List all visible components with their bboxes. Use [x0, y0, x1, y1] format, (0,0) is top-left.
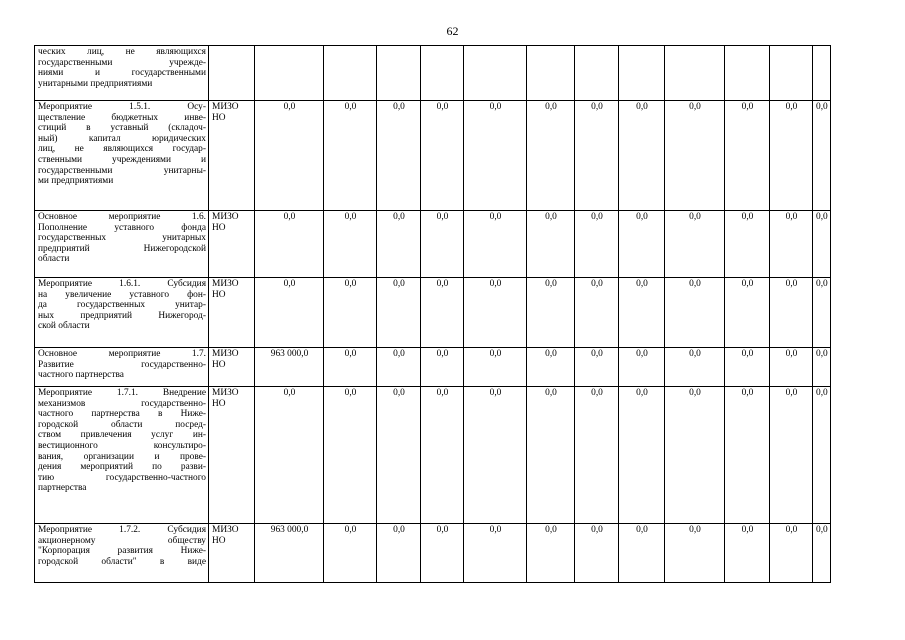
activity-name-cell: [35, 387, 209, 524]
value-cell: 0,0: [770, 387, 813, 524]
activity-name-line: партнерства: [38, 483, 87, 494]
value-cell: 0,0: [527, 278, 575, 348]
executor-line: НО: [212, 289, 226, 300]
value-cell: 0,0: [464, 348, 527, 387]
executor-line: НО: [212, 398, 226, 409]
activity-name-cell: [35, 278, 209, 348]
value-cell: 0,0: [725, 387, 770, 524]
activity-name-line: механизмов государственно-: [38, 398, 206, 409]
activity-name-line: вестиционного консультиро-: [38, 440, 206, 451]
activity-name-line: лиц, не являющихся государ-: [38, 144, 206, 155]
value-cell: 0,0: [813, 101, 831, 211]
value-cell: 0,0: [575, 348, 619, 387]
value-cell: 0,0: [770, 211, 813, 278]
value-cell: 0,0: [665, 101, 725, 211]
value-cell: 0,0: [527, 524, 575, 583]
value-cell: [421, 46, 464, 101]
table-row: [35, 387, 831, 524]
value-cell: 963 000,0: [255, 524, 324, 583]
activity-name-cell: [35, 101, 209, 211]
activity-name-line: Мероприятие 1.6.1. Субсидия: [38, 279, 206, 289]
activity-name-line: дения мероприятий по разви-: [38, 462, 206, 473]
value-cell: 0,0: [665, 278, 725, 348]
value-cell: 0,0: [255, 211, 324, 278]
value-cell: [665, 46, 725, 101]
activity-name-line: ственными учреждениями и: [38, 154, 206, 165]
activity-name-line: частного партнерства: [38, 370, 124, 381]
value-cell: [575, 46, 619, 101]
executor-line: МИЗО: [212, 212, 239, 222]
activity-name-line: ской области: [38, 321, 90, 332]
activity-name-line: ных предприятий Нижегород-: [38, 310, 206, 321]
executor-cell: [209, 348, 255, 387]
value-cell: 0,0: [770, 348, 813, 387]
value-cell: 0,0: [665, 211, 725, 278]
value-cell: 0,0: [813, 348, 831, 387]
activity-name-line: ми предприятиями: [38, 176, 114, 187]
value-cell: 0,0: [255, 387, 324, 524]
value-cell: 0,0: [619, 348, 665, 387]
executor-cell: [209, 101, 255, 211]
activity-name-cell: [35, 524, 209, 583]
executor-cell: [209, 387, 255, 524]
value-cell: 0,0: [665, 387, 725, 524]
value-cell: 0,0: [324, 211, 377, 278]
value-cell: 0,0: [464, 387, 527, 524]
value-cell: [377, 46, 421, 101]
value-cell: 0,0: [324, 524, 377, 583]
executor-line: МИЗО: [212, 279, 239, 289]
value-cell: 0,0: [464, 211, 527, 278]
activity-name-line: акционерному обществу: [38, 535, 206, 546]
value-cell: 0,0: [324, 387, 377, 524]
activity-name-line: ный) капитал юридических: [38, 133, 206, 144]
activity-name-line: "Корпорация развития Ниже-: [38, 546, 206, 557]
value-cell: 0,0: [770, 101, 813, 211]
executor-line: НО: [212, 112, 226, 123]
table-row: [35, 278, 831, 348]
value-cell: 0,0: [619, 101, 665, 211]
activity-name-line: ством привлечения услуг ин-: [38, 430, 206, 441]
table-row: [35, 211, 831, 278]
executor-cell: [209, 278, 255, 348]
executor-line: НО: [212, 535, 226, 546]
table-body: [35, 46, 831, 583]
value-cell: 0,0: [527, 348, 575, 387]
value-cell: [770, 46, 813, 101]
executor-line: МИЗО: [212, 349, 239, 359]
value-cell: 0,0: [813, 278, 831, 348]
value-cell: 0,0: [421, 278, 464, 348]
value-cell: 0,0: [421, 348, 464, 387]
activity-name-cell: [35, 46, 209, 101]
activity-name-line: Развитие государственно-: [38, 359, 206, 370]
table-row: [35, 524, 831, 583]
activity-name-line: ческих лиц, не являющихся: [38, 47, 206, 57]
value-cell: 0,0: [619, 211, 665, 278]
value-cell: 0,0: [377, 524, 421, 583]
activity-name-line: Основное мероприятие 1.6.: [38, 212, 206, 222]
value-cell: 0,0: [377, 387, 421, 524]
executor-line: МИЗО: [212, 102, 239, 112]
value-cell: 0,0: [377, 348, 421, 387]
activity-name-line: государственными унитарны-: [38, 165, 206, 176]
value-cell: 0,0: [421, 211, 464, 278]
value-cell: 963 000,0: [255, 348, 324, 387]
value-cell: 0,0: [770, 278, 813, 348]
value-cell: [725, 46, 770, 101]
activity-name-line: Мероприятие 1.7.2. Субсидия: [38, 525, 206, 535]
executor-cell: [209, 46, 255, 101]
value-cell: 0,0: [665, 524, 725, 583]
activity-name-line: государственных унитарных: [38, 233, 206, 244]
value-cell: 0,0: [464, 524, 527, 583]
value-cell: 0,0: [324, 101, 377, 211]
activity-name-line: вания, организации и прове-: [38, 451, 206, 462]
activity-name-line: на увеличение уставного фон-: [38, 289, 206, 300]
executor-line: НО: [212, 222, 226, 233]
executor-cell: [209, 524, 255, 583]
value-cell: 0,0: [575, 211, 619, 278]
value-cell: [527, 46, 575, 101]
value-cell: 0,0: [725, 348, 770, 387]
executor-line: НО: [212, 359, 226, 370]
page-number: 62: [446, 24, 459, 38]
value-cell: 0,0: [421, 101, 464, 211]
value-cell: 0,0: [464, 278, 527, 348]
activity-name-line: области: [38, 254, 70, 265]
activity-name-line: ниями и государственными: [38, 68, 206, 79]
value-cell: 0,0: [575, 278, 619, 348]
value-cell: [813, 46, 831, 101]
value-cell: 0,0: [255, 278, 324, 348]
activity-name-line: да государственных унитар-: [38, 300, 206, 311]
value-cell: 0,0: [255, 101, 324, 211]
value-cell: 0,0: [665, 348, 725, 387]
activity-name-line: государственными учрежде-: [38, 57, 206, 68]
value-cell: 0,0: [575, 524, 619, 583]
activity-name-cell: [35, 211, 209, 278]
budget-table: [34, 45, 831, 583]
activity-name-line: стиций в уставный (складоч-: [38, 123, 206, 134]
value-cell: 0,0: [324, 348, 377, 387]
value-cell: 0,0: [377, 101, 421, 211]
activity-name-line: Мероприятие 1.7.1. Внедрение: [38, 388, 206, 398]
value-cell: [619, 46, 665, 101]
activity-name-line: тию государственно-частного: [38, 472, 206, 483]
value-cell: 0,0: [377, 278, 421, 348]
value-cell: 0,0: [575, 101, 619, 211]
value-cell: 0,0: [725, 211, 770, 278]
activity-name-cell: [35, 348, 209, 387]
executor-cell: [209, 211, 255, 278]
value-cell: 0,0: [464, 101, 527, 211]
value-cell: 0,0: [725, 524, 770, 583]
executor-line: МИЗО: [212, 525, 239, 535]
value-cell: 0,0: [324, 278, 377, 348]
activity-name-line: ществление бюджетных инве-: [38, 112, 206, 123]
value-cell: 0,0: [813, 387, 831, 524]
value-cell: 0,0: [725, 101, 770, 211]
activity-name-line: Основное мероприятие 1.7.: [38, 349, 206, 359]
table-row: [35, 348, 831, 387]
value-cell: 0,0: [527, 387, 575, 524]
activity-name-line: унитарными предприятиями: [38, 78, 153, 89]
value-cell: 0,0: [527, 211, 575, 278]
value-cell: [255, 46, 324, 101]
value-cell: 0,0: [813, 524, 831, 583]
value-cell: [464, 46, 527, 101]
activity-name-line: Пополнение уставного фонда: [38, 222, 206, 233]
value-cell: 0,0: [527, 101, 575, 211]
activity-name-line: Мероприятие 1.5.1. Осу-: [38, 102, 206, 112]
activity-name-line: предприятий Нижегородской: [38, 243, 206, 254]
value-cell: 0,0: [377, 211, 421, 278]
executor-line: МИЗО: [212, 388, 239, 398]
table-row: [35, 101, 831, 211]
value-cell: 0,0: [725, 278, 770, 348]
activity-name-line: городской области посред-: [38, 419, 206, 430]
value-cell: 0,0: [813, 211, 831, 278]
table-row: [35, 46, 831, 101]
value-cell: 0,0: [421, 387, 464, 524]
value-cell: 0,0: [770, 524, 813, 583]
activity-name-line: частного партнерства в Ниже-: [38, 409, 206, 420]
value-cell: 0,0: [619, 387, 665, 524]
value-cell: 0,0: [421, 524, 464, 583]
value-cell: 0,0: [619, 278, 665, 348]
value-cell: 0,0: [575, 387, 619, 524]
value-cell: [324, 46, 377, 101]
activity-name-line: городской области" в виде: [38, 556, 206, 567]
value-cell: 0,0: [619, 524, 665, 583]
